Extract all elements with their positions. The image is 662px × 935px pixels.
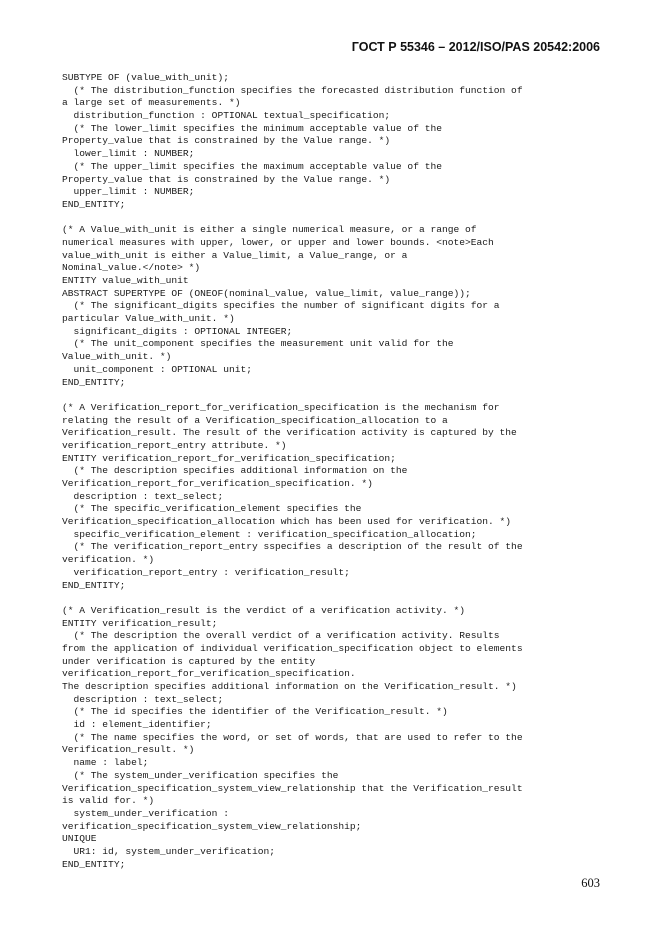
code-line: ENTITY verification_result; — [62, 617, 218, 629]
code-line: END_ENTITY; — [62, 579, 126, 591]
code-line: particular Value_with_unit. *) — [62, 313, 235, 325]
code-line: (* The upper_limit specifies the maximum acceptable value of the — [62, 160, 442, 172]
page-number: 603 — [581, 876, 600, 890]
code-line: (* The verification_report_entry sspecifies a description of the result of the — [62, 541, 523, 553]
code-line: ENTITY value_with_unit — [62, 275, 189, 286]
code-line: Value_with_unit. *) — [62, 351, 172, 363]
code-line: significant_digits : OPTIONAL INTEGER; — [62, 325, 293, 337]
code-line: name : label; — [62, 757, 149, 769]
code-line: Verification_specification_allocation which has been used for verification. *) — [62, 516, 512, 528]
code-line: (* The system_under_verification specifies the — [62, 769, 339, 781]
code-line: verification_report_entry attribute. *) — [62, 439, 287, 451]
code-line: END_ENTITY; — [62, 858, 126, 870]
code-line: is valid for. *) — [62, 795, 155, 807]
code-line: verification. *) — [62, 554, 155, 566]
code-line: from the application of individual verification_specification object to elements — [62, 642, 523, 654]
code-line: (* A Value_with_unit is either a single numerical measure, or a range of — [62, 224, 477, 236]
code-line: (* The id specifies the identifier of the Verification_result. *) — [62, 706, 448, 718]
code-line: (* The specific_verification_element specifies the — [62, 503, 362, 515]
code-line: (* The lower_limit specifies the minimum acceptable value of the — [62, 122, 442, 134]
code-line: Verification_specification_system_view_relationship that the Verification_result — [62, 782, 523, 794]
code-line: Verification_result. The result of the verification activity is captured by the — [62, 427, 517, 439]
code-line: (* The name specifies the word, or set of words, that are used to refer to the — [62, 731, 523, 743]
code-line: ENTITY verification_report_for_verification_specification; — [62, 452, 396, 464]
code-line: relating the result of a Verification_specification_allocation to a — [62, 414, 448, 426]
code-line: lower_limit : NUMBER; — [62, 148, 195, 160]
block-separator — [62, 592, 602, 605]
code-line: value_with_unit is either a Value_limit, a Value_range, or a — [62, 249, 408, 261]
block-separator — [62, 389, 602, 402]
code-line: description : text_select; — [62, 490, 224, 502]
code-line: verification_report_for_verification_specification. — [62, 668, 356, 680]
code-block — [62, 605, 602, 871]
express-code-listing — [62, 72, 602, 871]
code-line: verification_specification_system_view_relationship; — [62, 820, 362, 832]
code-line: (* A Verification_result is the verdict of a verification activity. *) — [62, 604, 466, 616]
code-line: verification_report_entry : verification_result; — [62, 566, 350, 578]
code-line: UNIQUE — [62, 833, 97, 845]
code-line: upper_limit : NUMBER; — [62, 186, 195, 198]
block-separator — [62, 212, 602, 225]
code-line: (* The description the overall verdict of a verification activity. Results — [62, 630, 500, 642]
code-line: numerical measures with upper, lower, or upper and lower bounds. <note>Each — [62, 236, 494, 248]
code-block — [62, 224, 602, 389]
code-line: (* The description specifies additional information on the — [62, 465, 408, 477]
code-line: description : text_select; — [62, 693, 224, 705]
code-line: END_ENTITY; — [62, 376, 126, 388]
page-header: ГОСТ Р 55346 – 2012/ISO/PAS 20542:2006 — [351, 40, 600, 54]
code-line: specific_verification_element : verification_specification_allocation; — [62, 528, 477, 540]
code-block — [62, 402, 602, 592]
code-line: UR1: id, system_under_verification; — [62, 845, 276, 857]
code-line: distribution_function : OPTIONAL textual_specification; — [62, 110, 391, 122]
code-line: id : element_identifier; — [62, 719, 212, 731]
code-line: Property_value that is constrained by the Value range. *) — [62, 173, 391, 185]
code-line: unit_component : OPTIONAL unit; — [62, 363, 252, 375]
code-line: The description specifies additional information on the Verification_result. *) — [62, 681, 517, 692]
code-line: Verification_report_for_verification_specification. *) — [62, 478, 373, 489]
code-line: under verification is captured by the entity — [62, 655, 316, 667]
code-line: (* The unit_component specifies the measurement unit valid for the — [62, 338, 454, 350]
code-block — [62, 72, 602, 212]
code-line: Property_value that is constrained by the Value range. *) — [62, 135, 391, 147]
code-line: a large set of measurements. *) — [62, 97, 241, 109]
code-line: SUBTYPE OF (value_with_unit); — [62, 72, 229, 83]
code-line: (* The significant_digits specifies the number of significant digits for a — [62, 300, 500, 312]
code-line: END_ENTITY; — [62, 198, 126, 210]
code-line: system_under_verification : — [62, 807, 229, 819]
code-line: Nominal_value.</note> *) — [62, 262, 201, 274]
code-line: Verification_result. *) — [62, 744, 195, 756]
code-line: ABSTRACT SUPERTYPE OF (ONEOF(nominal_value, value_limit, value_range)); — [62, 287, 471, 299]
code-line: (* The distribution_function specifies the forecasted distribution function of — [62, 84, 523, 96]
code-line: (* A Verification_report_for_verification_specification is the mechanism for — [62, 401, 500, 413]
